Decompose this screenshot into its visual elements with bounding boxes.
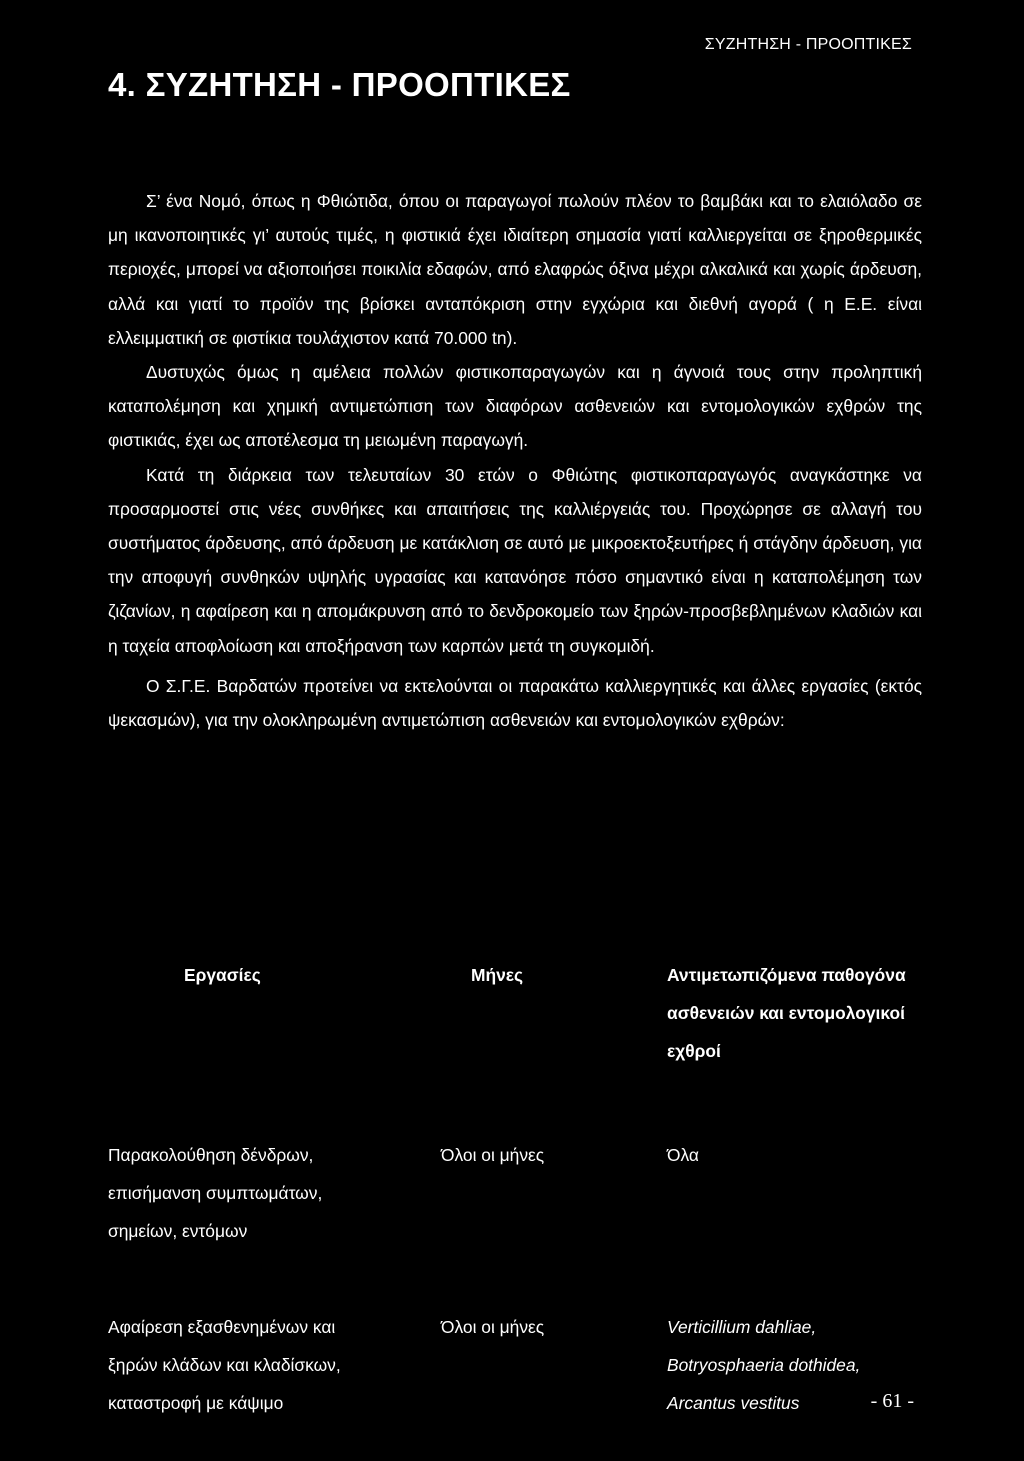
row-month-cell: Όλοι οι μήνες bbox=[441, 1145, 545, 1165]
header-months: Μήνες bbox=[471, 965, 524, 985]
table-header-row bbox=[108, 956, 968, 1070]
chapter-title: 4. ΣΥΖΗΤΗΣΗ - ΠΡΟΟΠΤΙΚΕΣ bbox=[108, 66, 571, 103]
row-task-cell bbox=[108, 1308, 441, 1422]
row-pest-line: Arcantus vestitus bbox=[667, 1393, 800, 1413]
paragraph-adaptation: Κατά τη διάρκεια των τελευταίων 30 ετών ο Φθιώτης φιστικοπαραγωγός αναγκάστηκε να προσαρμοστεί στις νέες συνθήκες και απαιτήσεις της καλλιέργειάς του. Προχώρησε σε αλλαγή του συστήματος άρδευσης, από άρδευση με κατάκλιση σε αυτό με μικροεκτοξευτήρες ή στάγδην άρδευση, για την αποφυγή συνθηκών υψηλής υγρασίας και κατανόησε πόσο σημαντικό είναι η καταπολέμηση των ζιζανίων, η αφαίρεση και η απομάκρυνση από το δενδροκομείο των ξηρών-προσβεβλημένων κλαδιών και η ταχεία αποφλοίωση και αποξήρανση των καρπών μετά τη συγκομιδή. bbox=[108, 464, 922, 656]
row-task-line: επισήμανση συμπτωμάτων, bbox=[108, 1183, 323, 1203]
table-spacer bbox=[108, 1250, 968, 1308]
header-tasks: Εργασίες bbox=[184, 965, 261, 985]
row-task-line: Αφαίρεση εξασθενημένων και bbox=[108, 1317, 336, 1337]
body-text bbox=[108, 184, 922, 737]
row-pest-cell bbox=[667, 1136, 968, 1250]
header-pests-line: ασθενειών και εντομολογικοί bbox=[667, 1003, 905, 1023]
row-task-line: καταστροφή με κάψιμο bbox=[108, 1393, 284, 1413]
row-pest-line: Botryosphaeria dothidea, bbox=[667, 1355, 861, 1375]
paragraph-negligence: Δυστυχώς όμως η αμέλεια πολλών φιστικοπαραγωγών και η άγνοιά τους στην προληπτική καταπολέμηση και χημική αντιμετώπιση των διαφόρων ασθενειών και εντομολογικών εχθρών της φιστικιάς, έχει ως αποτέλεσμα τη μειωμένη παραγωγή. bbox=[108, 362, 922, 451]
row-task-line: ξηρών κλάδων και κλαδίσκων, bbox=[108, 1355, 341, 1375]
row-pest-line: Verticillium dahliae, bbox=[667, 1317, 817, 1337]
row-month-cell: Όλοι οι μήνες bbox=[441, 1317, 545, 1337]
paragraph-intro: Σ’ ένα Νομό, όπως η Φθιώτιδα, όπου οι παραγωγοί πωλούν πλέον το βαμβάκι και το ελαιόλαδο σε μη ικανοποιητικές γι’ αυτούς τιμές, η φιστικιά έχει ιδιαίτερη σημασία γιατί καλλιεργείται σε ξηροθερμικές περιοχές, μπορεί να αξιοποιήσει ποικιλία εδαφών, από ελαφρώς όξινα μέχρι αλκαλικά και χωρίς άρδευση, αλλά και γιατί το προϊόν της βρίσκει ανταπόκριση στην εγχώρια και διεθνή αγορά ( η Ε.Ε. είναι ελλειμματική σε φιστίκια τουλάχιστον κατά 70.000 tn). bbox=[108, 191, 922, 348]
page-number: - 61 - bbox=[870, 1390, 914, 1412]
row-pest-line: Όλα bbox=[667, 1145, 699, 1165]
header-pests-line: Αντιμετωπιζόμενα παθογόνα bbox=[667, 965, 906, 985]
row-task-cell bbox=[108, 1136, 441, 1250]
header-pests-line: εχθροί bbox=[667, 1041, 721, 1061]
running-header: ΣΥΖΗΤΗΣΗ - ΠΡΟΟΠΤΙΚΕΣ bbox=[704, 36, 912, 53]
tasks-table bbox=[108, 956, 968, 1422]
row-task-line: Παρακολούθηση δένδρων, bbox=[108, 1145, 314, 1165]
header-pests bbox=[667, 956, 968, 1070]
table-row bbox=[108, 1136, 968, 1250]
row-pest-cell bbox=[667, 1308, 968, 1422]
table-spacer bbox=[108, 1070, 968, 1136]
row-task-line: σημείων, εντόμων bbox=[108, 1221, 248, 1241]
table-row bbox=[108, 1308, 968, 1422]
paragraph-proposal: Ο Σ.Γ.Ε. Βαρδατών προτείνει να εκτελούνται οι παρακάτω καλλιεργητικές και άλλες εργασίες (εκτός ψεκασμών), για την ολοκληρωμένη αντιμετώπιση ασθενειών και εντομολογικών εχθρών: bbox=[108, 675, 922, 731]
